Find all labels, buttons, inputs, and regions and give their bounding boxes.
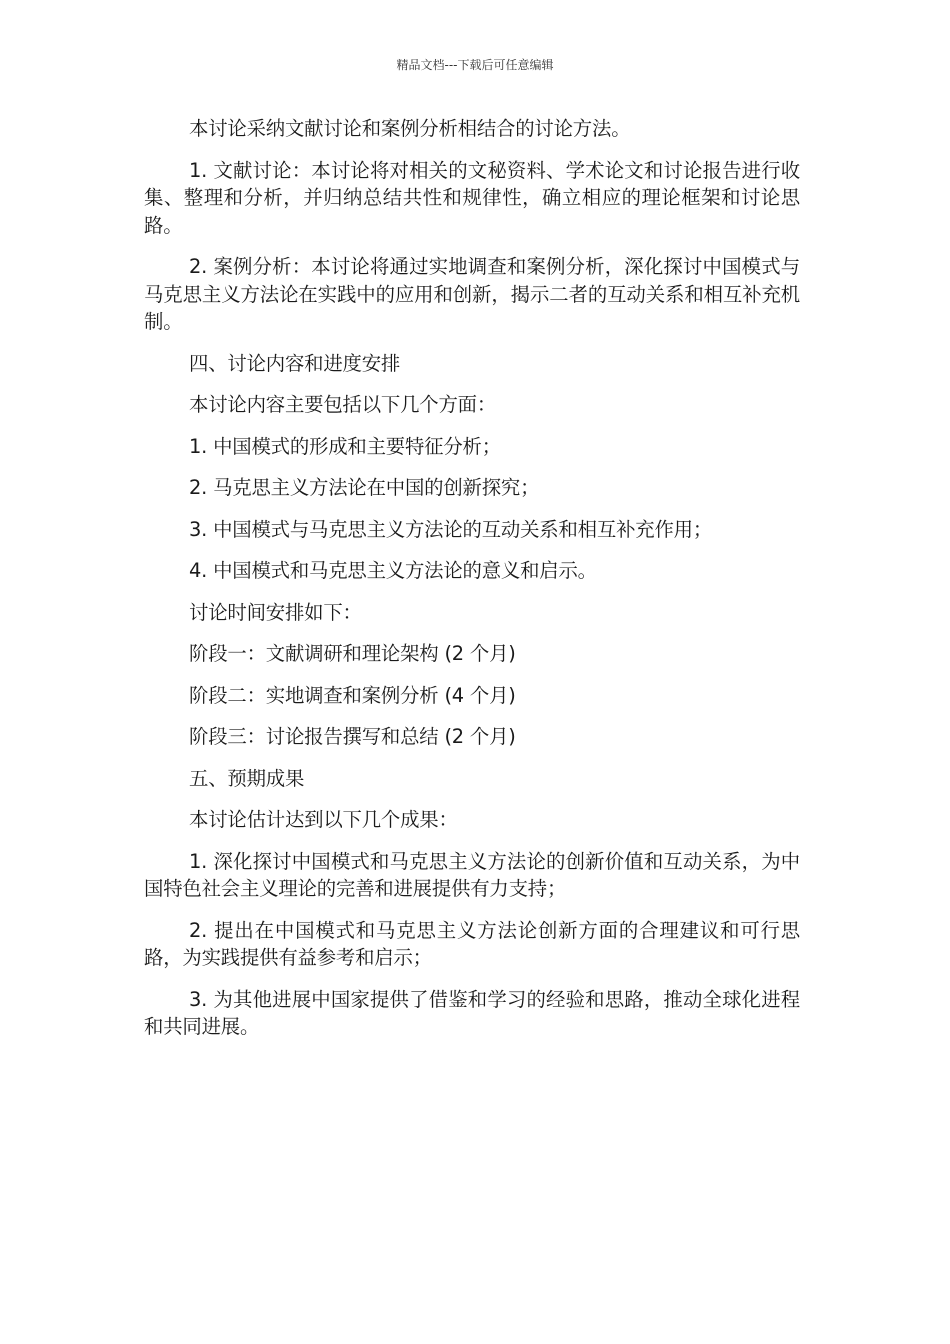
schedule-stage-3: 阶段三：讨论报告撰写和总结 (2 个月) (189, 725, 516, 748)
paragraph-case-analysis: 2. 案例分析：本讨论将通过实地调查和案例分析，深化探讨中国模式与马克思主义方法论在实践中的应用和创新，揭示二者的互动关系和相互补充机制。 (144, 255, 800, 333)
list-item-result-3: 3. 为其他进展中国家提供了借鉴和学习的经验和思路，推动全球化进程和共同进展。 (144, 987, 800, 1038)
paragraph-method-intro: 本讨论采纳文献讨论和案例分析相结合的讨论方法。 (189, 117, 631, 140)
list-item-result-2: 2. 提出在中国模式和马克思主义方法论创新方面的合理建议和可行思路，为实践提供有益参考和启示； (144, 918, 800, 969)
list-item-content-2: 2. 马克思主义方法论在中国的创新探究； (189, 476, 540, 499)
list-item-content-4: 4. 中国模式和马克思主义方法论的意义和启示。 (189, 559, 597, 582)
list-item-result-1: 1. 深化探讨中国模式和马克思主义方法论的创新价值和互动关系，为中国特色社会主义理论的完善和进展提供有力支持； (144, 849, 800, 900)
section-heading-content-schedule: 四、讨论内容和进度安排 (189, 351, 401, 375)
page-header: 精品文档---下载后可任意编辑 (396, 58, 554, 72)
paragraph-literature-research: 1. 文献讨论：本讨论将对相关的文秘资料、学术论文和讨论报告进行收集、整理和分析，并归纳总结共性和规律性，确立相应的理论框架和讨论思路。 (144, 158, 800, 237)
paragraph-results-intro: 本讨论估计达到以下几个成果： (189, 808, 458, 831)
paragraph-content-intro: 本讨论内容主要包括以下几个方面： (189, 393, 497, 416)
list-item-content-1: 1. 中国模式的形成和主要特征分析； (189, 434, 501, 458)
document-body (144, 115, 800, 1055)
schedule-stage-1: 阶段一：文献调研和理论架构 (2 个月) (189, 642, 516, 665)
paragraph-schedule-intro: 讨论时间安排如下： (189, 600, 362, 624)
list-item-content-3: 3. 中国模式与马克思主义方法论的互动关系和相互补充作用； (189, 517, 713, 541)
section-heading-expected-results: 五、预期成果 (189, 766, 305, 790)
schedule-stage-2: 阶段二：实地调查和案例分析 (4 个月) (189, 683, 516, 707)
